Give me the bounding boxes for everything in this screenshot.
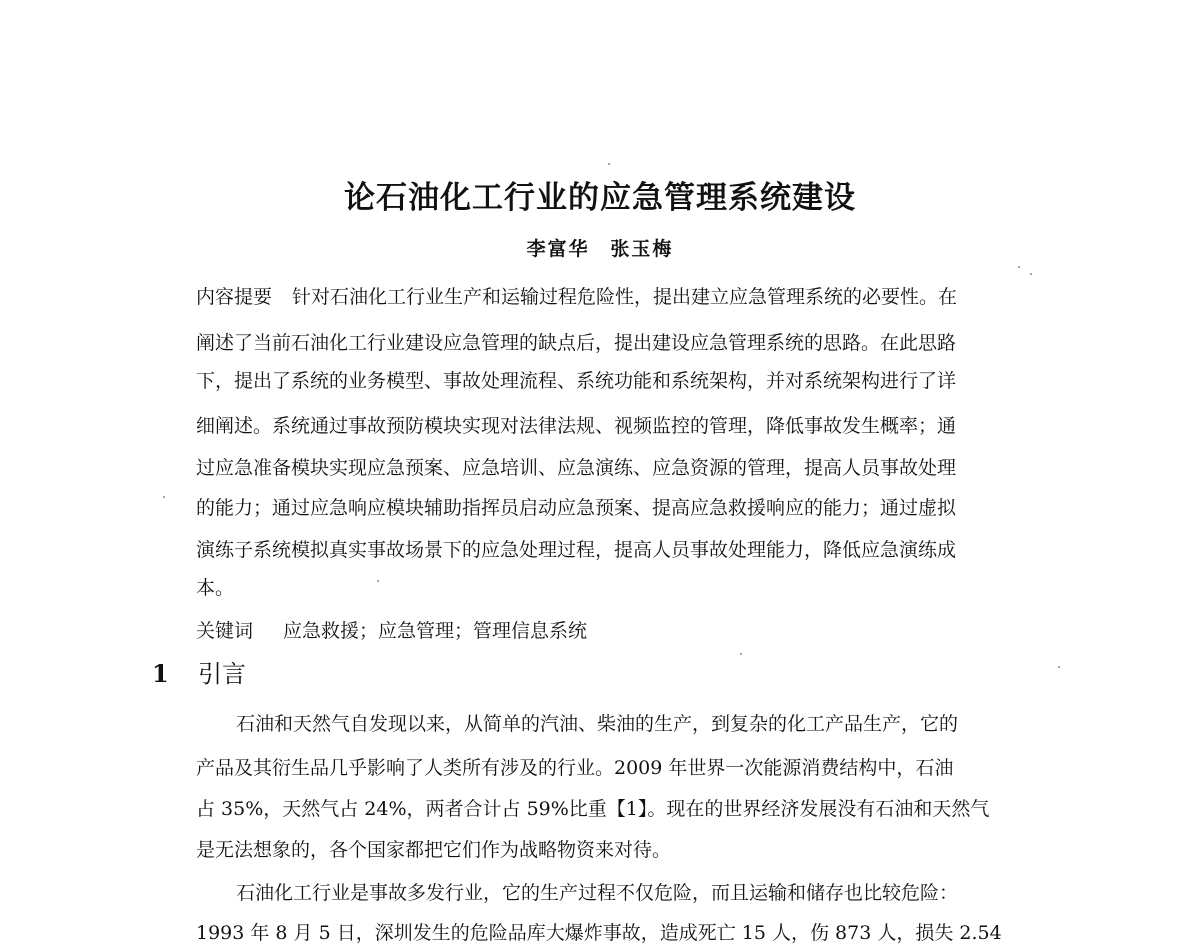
body-line: 1993 年 8 月 5 日，深圳发生的危险品库大爆炸事故，造成死亡 15 人，伤 873 人，损失 2.54 (196, 922, 1002, 944)
section-heading (152, 658, 246, 690)
abstract-line: 细阐述。系统通过事故预防模块实现对法律法规、视频监控的管理，降低事故发生概率；通 (196, 415, 957, 437)
body-line: 占 35%，天然气占 24%，两者合计占 59%比重【1】。现在的世界经济发展没有石油和天然气 (196, 798, 990, 820)
author-line (0, 234, 1200, 261)
abstract-line: 过应急准备模块实现应急预案、应急培训、应急演练、应急资源的管理，提高人员事故处理 (196, 457, 957, 479)
abstract-line (196, 284, 1026, 310)
abstract-label: 内容提要 (196, 286, 273, 308)
abstract-line: 本。 (196, 577, 235, 599)
body-line: 产品及其衍生品几乎影响了人类所有涉及的行业。2009 年世界一次能源消费结构中，石油 (196, 757, 954, 779)
author-name: 张玉梅 (610, 238, 674, 260)
abstract-line: 下，提出了系统的业务模型、事故处理流程、系统功能和系统架构，并对系统架构进行了详 (196, 370, 957, 392)
body-line: 石油和天然气自发现以来，从简单的汽油、柴油的生产，到复杂的化工产品生产，它的 (236, 713, 959, 735)
scan-speck (163, 496, 165, 498)
author-name: 李富华 (526, 238, 590, 260)
scan-speck (608, 163, 610, 165)
abstract-line: 演练子系统模拟真实事故场景下的应急处理过程，提高人员事故处理能力，降低应急演练成 (196, 539, 957, 561)
abstract-text: 针对石油化工行业生产和运输过程危险性，提出建立应急管理系统的必要性。在 (292, 286, 958, 308)
abstract-line: 阐述了当前石油化工行业建设应急管理的缺点后，提出建设应急管理系统的思路。在此思路 (196, 332, 957, 354)
section-title: 引言 (198, 660, 246, 688)
scan-speck (1030, 273, 1032, 275)
keywords-text: 应急救援；应急管理；管理信息系统 (283, 620, 588, 642)
paper-title: 论石油化工行业的应急管理系统建设 (344, 180, 856, 216)
keywords-line (196, 618, 1026, 644)
scan-speck (740, 653, 742, 655)
section-number: 1 (152, 659, 169, 688)
scan-speck (1018, 266, 1020, 268)
body-line: 石油化工行业是事故多发行业，它的生产过程不仅危险，而且运输和储存也比较危险： (236, 882, 959, 904)
abstract-line: 的能力；通过应急响应模块辅助指挥员启动应急预案、提高应急救援响应的能力；通过虚拟 (196, 497, 957, 519)
keywords-label: 关键词 (196, 620, 254, 642)
scan-speck (1058, 666, 1060, 668)
body-line: 是无法想象的，各个国家都把它们作为战略物资来对待。 (196, 839, 672, 861)
scan-speck (377, 580, 379, 582)
